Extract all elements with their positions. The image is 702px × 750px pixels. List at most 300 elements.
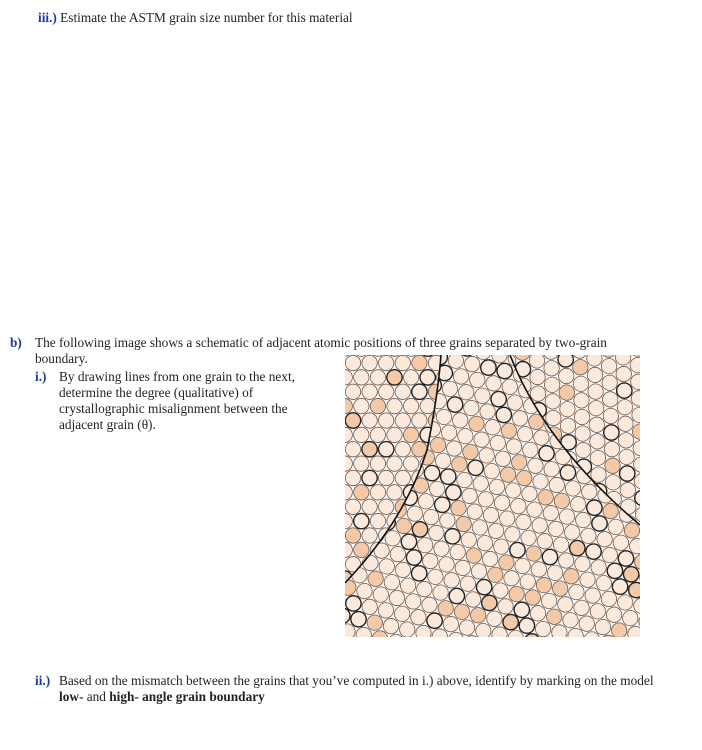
atom [417, 581, 432, 596]
atom [442, 381, 457, 396]
atom [590, 434, 605, 449]
atom [538, 490, 553, 505]
atom [362, 599, 377, 614]
atom [570, 540, 585, 555]
atom [470, 372, 485, 387]
atom [595, 619, 610, 634]
atom [596, 575, 611, 590]
atom [429, 525, 444, 540]
atom [453, 413, 468, 428]
atom [564, 569, 579, 584]
atom [574, 393, 589, 408]
atom [368, 571, 383, 586]
atom [448, 355, 463, 368]
atom [475, 388, 490, 403]
atom [401, 534, 416, 549]
atom [623, 567, 638, 582]
atom [588, 384, 603, 399]
atom [354, 513, 369, 528]
atom [603, 392, 618, 407]
atom [458, 385, 473, 400]
atom [491, 391, 506, 406]
atom [535, 621, 550, 636]
atom [525, 590, 540, 605]
atom [345, 542, 352, 557]
atom [456, 516, 471, 531]
atom [466, 548, 481, 563]
atom [553, 581, 568, 596]
atom [423, 509, 438, 524]
atom [447, 441, 462, 456]
atom [530, 606, 545, 621]
atom [618, 433, 633, 448]
question-b-ii-text-mid: and [83, 689, 110, 704]
atom [345, 456, 352, 471]
atom [549, 477, 564, 492]
question-iii-marker: iii.) [38, 10, 57, 25]
atom [354, 427, 369, 442]
atom [541, 593, 556, 608]
atom [589, 417, 604, 432]
atom [464, 356, 479, 371]
atom [485, 420, 500, 435]
atom [379, 442, 394, 457]
grain-boundary-figure [345, 355, 640, 637]
atom [617, 383, 632, 398]
atom [586, 544, 601, 559]
atom [612, 579, 627, 594]
atom [484, 463, 499, 478]
atom [433, 585, 448, 600]
atom [474, 432, 489, 447]
atom [591, 560, 606, 575]
atom [362, 470, 377, 485]
atom [450, 544, 465, 559]
atom [509, 586, 524, 601]
atom [631, 391, 640, 406]
atom [489, 479, 504, 494]
atom [533, 474, 548, 489]
atom [523, 442, 538, 457]
atom [498, 599, 513, 614]
atom [432, 629, 447, 637]
atom [528, 458, 543, 473]
atom [477, 536, 492, 551]
atom [430, 437, 445, 452]
atom [616, 366, 631, 381]
atom [506, 439, 521, 454]
atom [587, 367, 602, 382]
atom [597, 532, 612, 547]
atom [403, 370, 418, 385]
atom [547, 565, 562, 580]
atom [592, 516, 607, 531]
atom [506, 483, 521, 498]
atom [602, 547, 617, 562]
atom [460, 576, 475, 591]
atom [623, 611, 638, 626]
atom [486, 376, 501, 391]
atom [412, 522, 427, 537]
atom [461, 532, 476, 547]
atom [512, 411, 527, 426]
atom [384, 575, 399, 590]
atom [560, 401, 575, 416]
atom [385, 531, 400, 546]
atom [345, 528, 360, 543]
atom [346, 596, 361, 611]
atom [504, 571, 519, 586]
atom [379, 559, 394, 574]
atom [469, 416, 484, 431]
atom [458, 428, 473, 443]
atom [554, 493, 569, 508]
atom [515, 355, 530, 360]
atom [395, 470, 410, 485]
atom [558, 597, 573, 612]
atom [345, 470, 360, 485]
atom [608, 519, 623, 534]
atom [434, 541, 449, 556]
atom [345, 427, 352, 442]
atom [429, 481, 444, 496]
atom [511, 499, 526, 514]
atom [568, 628, 583, 637]
atom [517, 426, 532, 441]
atom [356, 627, 371, 637]
atom [573, 376, 588, 391]
atom [379, 355, 394, 370]
atom [423, 553, 438, 568]
atom [403, 398, 418, 413]
atom [574, 409, 589, 424]
atom [519, 618, 534, 633]
atom [601, 591, 616, 606]
atom [367, 615, 382, 630]
atom [613, 535, 628, 550]
atom [552, 625, 567, 637]
atom [500, 511, 515, 526]
atom [488, 523, 503, 538]
atom [630, 358, 640, 373]
atom [400, 622, 415, 637]
atom [424, 465, 439, 480]
atom [378, 603, 393, 618]
atom [537, 534, 552, 549]
atom [500, 467, 515, 482]
atom [457, 472, 472, 487]
atom [459, 620, 474, 635]
atom [511, 455, 526, 470]
atom [362, 384, 377, 399]
atom [379, 384, 394, 399]
atom [416, 625, 431, 637]
atom [379, 499, 394, 514]
atom [572, 355, 587, 358]
atom [354, 370, 369, 385]
atom [563, 612, 578, 627]
atom [617, 595, 632, 610]
atom [395, 384, 410, 399]
atom [345, 485, 352, 500]
atom [370, 370, 385, 385]
atom [632, 407, 640, 422]
atom [373, 587, 388, 602]
atom [482, 551, 497, 566]
atom [544, 462, 559, 477]
atom [585, 588, 600, 603]
atom [476, 623, 491, 637]
atom [601, 355, 616, 357]
atom [441, 469, 456, 484]
atom [443, 616, 458, 631]
atom [362, 355, 377, 370]
atom [467, 504, 482, 519]
atom [438, 601, 453, 616]
atom [575, 426, 590, 441]
atom [447, 397, 462, 412]
atom [499, 555, 514, 570]
atom [362, 442, 377, 457]
atom [605, 458, 620, 473]
atom [411, 610, 426, 625]
atom [354, 456, 369, 471]
atom [536, 577, 551, 592]
atom [544, 361, 559, 376]
atom [615, 355, 630, 365]
atom [495, 451, 510, 466]
atom [406, 550, 421, 565]
atom [619, 449, 634, 464]
atom [420, 370, 435, 385]
atom [454, 604, 469, 619]
atom [445, 529, 460, 544]
atom [575, 556, 590, 571]
question-b-ii-text [59, 673, 659, 705]
atom [345, 513, 352, 528]
atom [446, 485, 461, 500]
atom [370, 456, 385, 471]
atom [580, 572, 595, 587]
atom [516, 514, 531, 529]
atom [530, 369, 545, 384]
atom [470, 608, 485, 623]
atom [345, 370, 352, 385]
atom [345, 384, 360, 399]
atom [607, 563, 622, 578]
atom [422, 597, 437, 612]
atom [387, 398, 402, 413]
atom [503, 614, 518, 629]
atom [507, 395, 522, 410]
atom [387, 456, 402, 471]
atom [362, 413, 377, 428]
atom [478, 492, 493, 507]
atom [487, 611, 502, 626]
atom [387, 370, 402, 385]
atom [559, 509, 574, 524]
atom [582, 484, 597, 499]
atom [618, 416, 633, 431]
atom [444, 573, 459, 588]
atom [383, 618, 398, 633]
question-b-i-marker: i.) [35, 369, 47, 384]
atom [576, 512, 591, 527]
atom [505, 527, 520, 542]
atom [407, 506, 422, 521]
question-b-marker: b) [10, 335, 22, 350]
atom [345, 355, 360, 370]
atom [400, 578, 415, 593]
atom [633, 440, 640, 455]
atom [606, 607, 621, 622]
atom [530, 386, 545, 401]
atom [624, 523, 639, 538]
atom [435, 497, 450, 512]
atom [357, 583, 372, 598]
atom [472, 520, 487, 535]
atom [543, 355, 558, 359]
atom [412, 355, 427, 370]
atom [520, 574, 535, 589]
atom [543, 505, 558, 520]
atom [514, 602, 529, 617]
atom [526, 546, 541, 561]
atom [494, 495, 509, 510]
question-b-text: The following image shows a schematic of adjacent atomic positions of three grains separated by two-grain boundary. [35, 335, 607, 366]
atom [544, 377, 559, 392]
atom [602, 375, 617, 390]
atom [455, 560, 470, 575]
atom [468, 460, 483, 475]
atom [631, 374, 640, 389]
atom [490, 435, 505, 450]
atom [463, 444, 478, 459]
atom [480, 404, 495, 419]
atom [628, 626, 640, 637]
atom [590, 450, 605, 465]
atom [497, 363, 512, 378]
atom [473, 476, 488, 491]
atom [527, 502, 542, 517]
grain-atoms-schematic [345, 355, 640, 637]
atom [496, 407, 511, 422]
atom [620, 482, 635, 497]
atom [603, 503, 618, 518]
atom [449, 588, 464, 603]
atom [412, 566, 427, 581]
atom [493, 583, 508, 598]
atom [559, 385, 574, 400]
atom [412, 384, 427, 399]
atom [617, 399, 632, 414]
atom [605, 475, 620, 490]
atom [601, 359, 616, 374]
atom [488, 567, 503, 582]
atom [395, 413, 410, 428]
atom [471, 564, 486, 579]
question-b-ii-text-before: Based on the mismatch between the grains that you’ve computed in i.) above, identify by marking on the model [59, 673, 654, 688]
atom [395, 355, 410, 370]
atom [462, 488, 477, 503]
atom [345, 413, 360, 428]
atom [370, 427, 385, 442]
atom [412, 413, 427, 428]
atom [579, 616, 594, 631]
atom [394, 606, 409, 621]
atom [379, 470, 394, 485]
atom [604, 425, 619, 440]
atom [482, 595, 497, 610]
atom [451, 501, 466, 516]
atom [618, 551, 633, 566]
high-angle-label: high- angle grain boundary [109, 689, 265, 704]
question-iii [38, 10, 353, 26]
atom [370, 398, 385, 413]
atom [634, 598, 640, 613]
atom [501, 423, 516, 438]
question-iii-text: Estimate the ASTM grain size number for this material [60, 10, 353, 25]
atom [565, 481, 580, 496]
atom [521, 530, 536, 545]
atom [545, 394, 560, 409]
atom [587, 355, 602, 366]
question-b-i-text: By drawing lines from one grain to the next, determine the degree (qualitative) of crystallographic misalignment between the adjacent grain (θ). [59, 369, 295, 432]
atom [440, 513, 455, 528]
atom [532, 518, 547, 533]
atom [548, 521, 563, 536]
atom [547, 609, 562, 624]
atom [387, 485, 402, 500]
atom [560, 418, 575, 433]
question-b-ii-marker: ii.) [35, 673, 51, 688]
atom [570, 497, 585, 512]
atom [362, 499, 377, 514]
atom [510, 542, 525, 557]
atom [464, 400, 479, 415]
atom [483, 507, 498, 522]
atom [436, 409, 451, 424]
atom [396, 518, 411, 533]
atom [569, 584, 584, 599]
low-angle-label: low- [59, 689, 84, 704]
atom [389, 590, 404, 605]
atom [581, 528, 596, 543]
atom [515, 558, 530, 573]
atom [559, 368, 574, 383]
atom [354, 542, 369, 557]
atom [439, 557, 454, 572]
atom [587, 500, 602, 515]
atom [351, 612, 366, 627]
atom [354, 398, 369, 413]
atom [502, 379, 517, 394]
atom [590, 604, 605, 619]
atom [418, 494, 433, 509]
atom [390, 546, 405, 561]
atom [611, 623, 626, 637]
atom [558, 355, 573, 367]
atom [546, 410, 561, 425]
atom [534, 430, 549, 445]
atom [573, 360, 588, 375]
atom [420, 398, 435, 413]
atom [529, 355, 544, 368]
atom [441, 425, 456, 440]
atom [539, 446, 554, 461]
atom [492, 627, 507, 637]
atom [345, 499, 360, 514]
